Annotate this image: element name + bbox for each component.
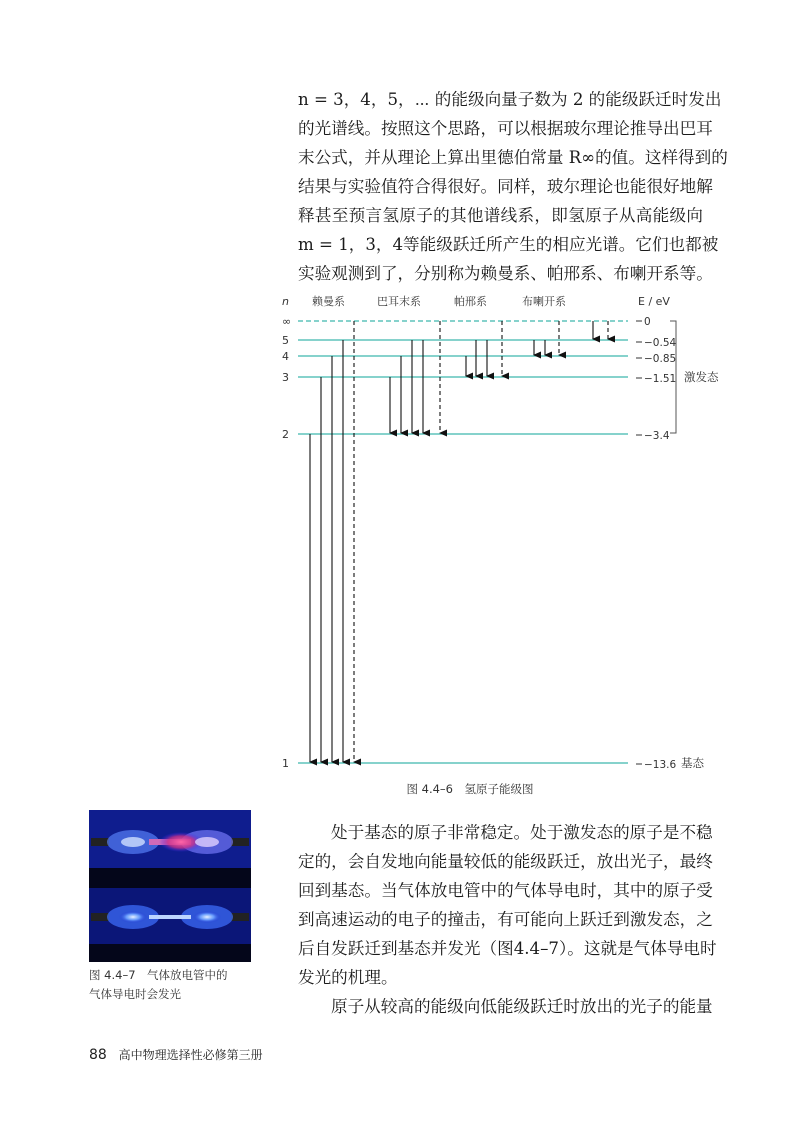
text-line: m = 1，3，4等能级跃迁所产生的相应光谱。它们也都被: [298, 235, 719, 254]
quantum-number-label: 1: [282, 757, 289, 770]
series-label-paschen: 帕邢系: [454, 295, 487, 308]
text-line: 处于基态的原子非常稳定。处于激发态的原子是不稳: [331, 823, 713, 842]
quantum-number-label: 5: [282, 334, 289, 347]
figure-caption: 图 4.4–6 氢原子能级图: [406, 782, 534, 796]
book-title: 高中物理选择性必修第三册: [118, 1048, 263, 1062]
text-line: n = 3，4，5，⋯ 的能级向量子数为 2 的能级跃迁时发出: [298, 90, 722, 109]
photo-caption: [89, 966, 259, 1004]
series-label-brackett: 布喇开系: [522, 295, 566, 308]
quantum-number-label: ∞: [282, 315, 292, 328]
discharge-tube-photo: [89, 810, 251, 962]
energy-value-label: −0.54: [644, 337, 677, 349]
body-paragraph: [298, 818, 717, 992]
body-paragraph: [298, 992, 713, 1021]
quantum-number-label: 4: [282, 350, 289, 363]
ground-state-label: 基态: [681, 756, 704, 770]
energy-level-diagram: [270, 290, 719, 780]
intro-paragraph: [298, 85, 728, 288]
energy-value-label: −1.51: [644, 373, 677, 385]
page-footer: [89, 1046, 263, 1063]
energy-value-label: 0: [644, 316, 651, 328]
energy-axis-label: E / eV: [638, 295, 670, 308]
text-line: 实验观测到了，分别称为赖曼系、帕邢系、布喇开系等。: [298, 264, 713, 283]
n-axis-label: n: [282, 295, 289, 308]
text-line: 释甚至预言氢原子的其他谱线系，即氢原子从高能级向: [298, 206, 703, 225]
energy-value-label: −0.85: [644, 353, 677, 365]
energy-levels: [282, 315, 704, 771]
energy-value-label: −13.6: [644, 759, 677, 771]
caption-line: 图 4.4–7 气体放电管中的: [89, 968, 228, 982]
transition-arrows: [310, 321, 608, 762]
text-line: 末公式，并从理论上算出里德伯常量 R∞的值。这样得到的: [298, 148, 728, 167]
text-line: 定的，会自发地向能量较低的能级跃迁，放出光子，最终: [298, 852, 713, 871]
page-number: 88: [89, 1047, 107, 1063]
series-label-lyman: 赖曼系: [312, 295, 345, 308]
text-line: 的光谱线。按照这个思路，可以根据玻尔理论推导出巴耳: [298, 119, 713, 138]
text-line: 回到基态。当气体放电管中的气体导电时，其中的原子受: [298, 881, 713, 900]
text-line: 到高速运动的电子的撞击，有可能向上跃迁到激发态，之: [298, 910, 713, 929]
quantum-number-label: 3: [282, 371, 289, 384]
quantum-number-label: 2: [282, 428, 289, 441]
text-line: 发光的机理。: [298, 968, 398, 987]
caption-line: 气体导电时会发光: [89, 987, 181, 1001]
excited-state-label: 激发态: [684, 370, 719, 384]
energy-value-label: −3.4: [644, 430, 670, 442]
series-label-balmer: 巴耳末系: [377, 295, 421, 308]
text-line: 后自发跃迁到基态并发光（图4.4–7）。这就是气体导电时: [298, 939, 717, 958]
text-line: 结果与实验值符合得很好。同样，玻尔理论也能很好地解: [298, 177, 713, 196]
text-line: 原子从较高的能级向低能级跃迁时放出的光子的能量: [331, 997, 713, 1016]
